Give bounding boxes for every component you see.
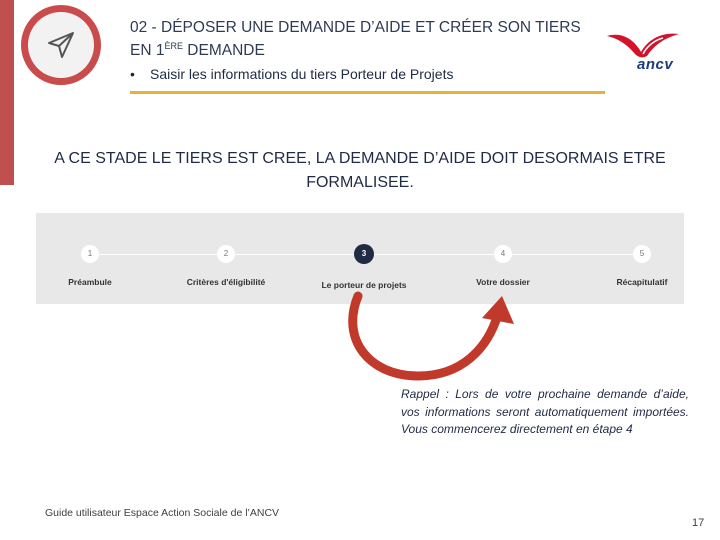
step-1[interactable] (30, 245, 150, 287)
reminder-note: Rappel : Lors de votre prochaine demande d’aide, vos informations seront automatiquement importées. Vous commencerez directement en étape 4 (401, 387, 689, 436)
step-5[interactable] (582, 245, 702, 287)
logo-text: ancv (637, 56, 674, 73)
step-number: 1 (81, 245, 99, 263)
step-label: Préambule (68, 277, 112, 287)
step-label: Le porteur de projets (321, 280, 407, 290)
headline: A CE STADE LE TIERS EST CREE, LA DEMANDE D’AIDE DOIT DESORMAIS ETRE FORMALISEE. (54, 150, 666, 191)
curved-arrow-icon (330, 288, 530, 388)
side-accent-bar (0, 0, 14, 185)
paper-plane-icon (46, 30, 76, 60)
bullet-text: Saisir les informations du tiers Porteur de Projets (150, 66, 454, 82)
title-underline (130, 91, 605, 94)
step-3[interactable] (304, 245, 424, 290)
page-number: 17 (692, 517, 705, 529)
step-2[interactable] (166, 245, 286, 287)
step-number: 3 (354, 244, 374, 264)
step-number: 4 (494, 245, 512, 263)
step-4[interactable] (443, 245, 563, 287)
step-number: 5 (633, 245, 651, 263)
step-label: Votre dossier (476, 277, 530, 287)
bullet-dot: • (130, 66, 135, 82)
bullet-item (130, 66, 453, 82)
footer-text: Guide utilisateur Espace Action Sociale de l’ANCV (45, 507, 280, 519)
step-label: Critères d'éligibilité (186, 277, 266, 287)
section-badge (21, 5, 101, 85)
step-label: Récapitulatif (616, 277, 668, 287)
page-title: 02 - DÉPOSER UNE DEMANDE D’AIDE ET CRÉER SON TIERS EN 1ÈRE DEMANDE (130, 19, 581, 60)
step-number: 2 (217, 245, 235, 263)
